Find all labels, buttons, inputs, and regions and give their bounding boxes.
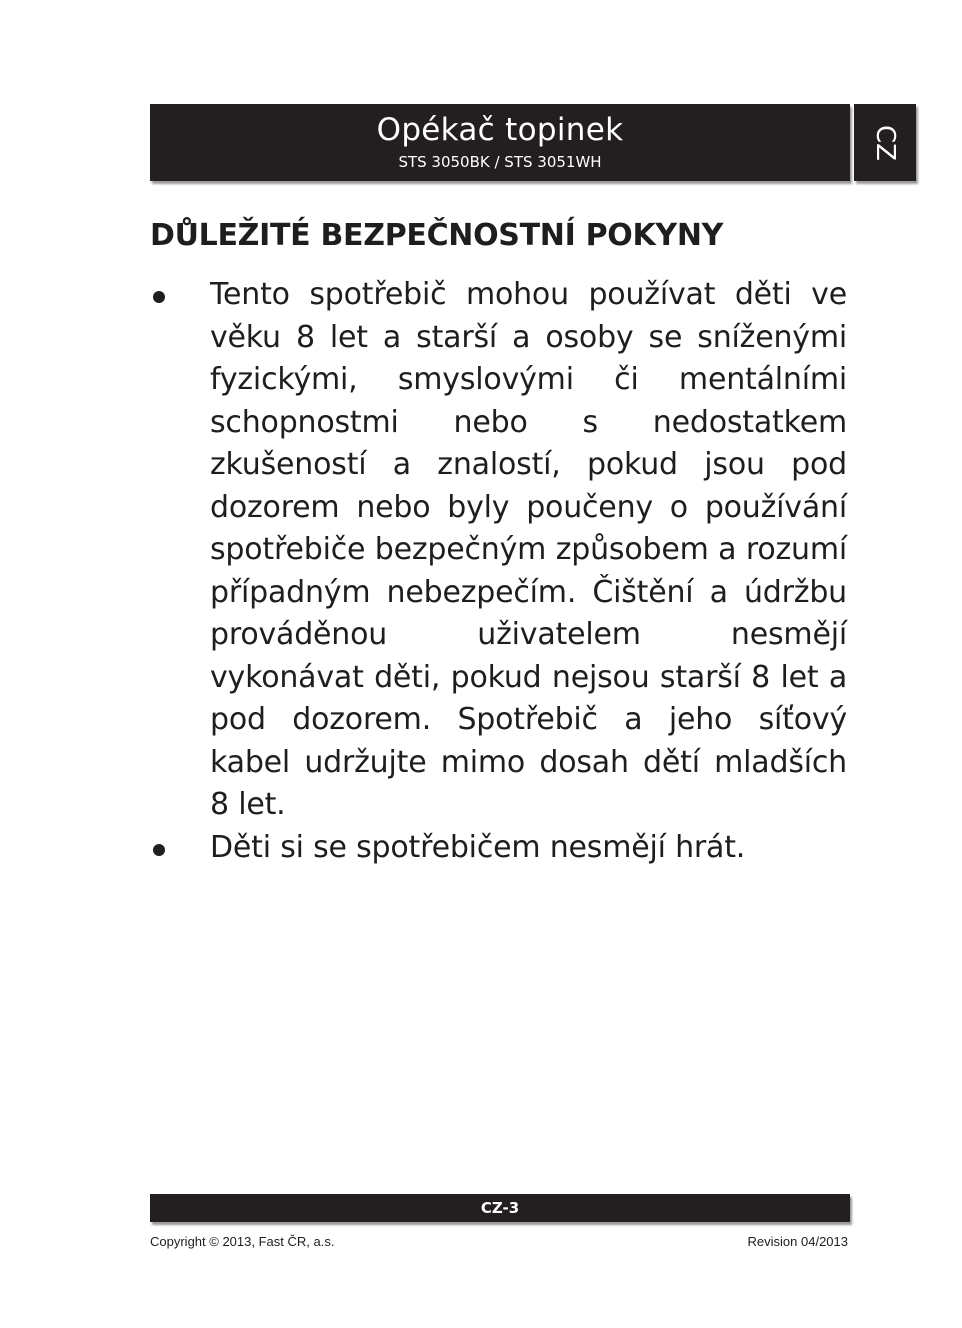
footer-bar [150, 1194, 850, 1222]
model-numbers: STS 3050BK / STS 3051WH [398, 153, 602, 171]
bullet-icon [153, 291, 165, 303]
copyright-text: Copyright © 2013, Fast ČR, a.s. [150, 1234, 335, 1249]
header-bar [150, 104, 850, 181]
list-item-text: Děti si se spotřebičem nesmějí hrát. [210, 829, 746, 865]
list-item-text: Tento spotřebič mohou používat děti ve věku 8 let a starší a osoby se sníženými fyzickými, smyslovými či mentálními schopnostmi nebo s nedostatkem zkušeností a znalostí, pokud jsou pod dozorem nebo byly poučeny o používání spotřebiče bezpečným způsobem a rozumí případným nebezpečím. Čištění a údržbu prováděnou uživatelem nesmějí vykonávat děti, pokud nejsou starší 8 let a pod dozorem. Spotřebič a jeho síťový kabel udržujte mimo dosah dětí mladších 8 let. [210, 277, 847, 822]
bullet-icon [153, 844, 165, 856]
section-heading: DŮLEŽITÉ BEZPEČNOSTNÍ POKYNY [150, 218, 724, 253]
list-item [150, 274, 847, 827]
revision-text: Revision 04/2013 [747, 1234, 848, 1249]
page-number: CZ-3 [480, 1199, 520, 1217]
language-tab [854, 104, 916, 181]
list-item [150, 827, 847, 870]
safety-instructions-list [150, 274, 847, 869]
page-title: Opékač topinek [376, 112, 624, 148]
language-tab-label: CZ [870, 124, 900, 161]
